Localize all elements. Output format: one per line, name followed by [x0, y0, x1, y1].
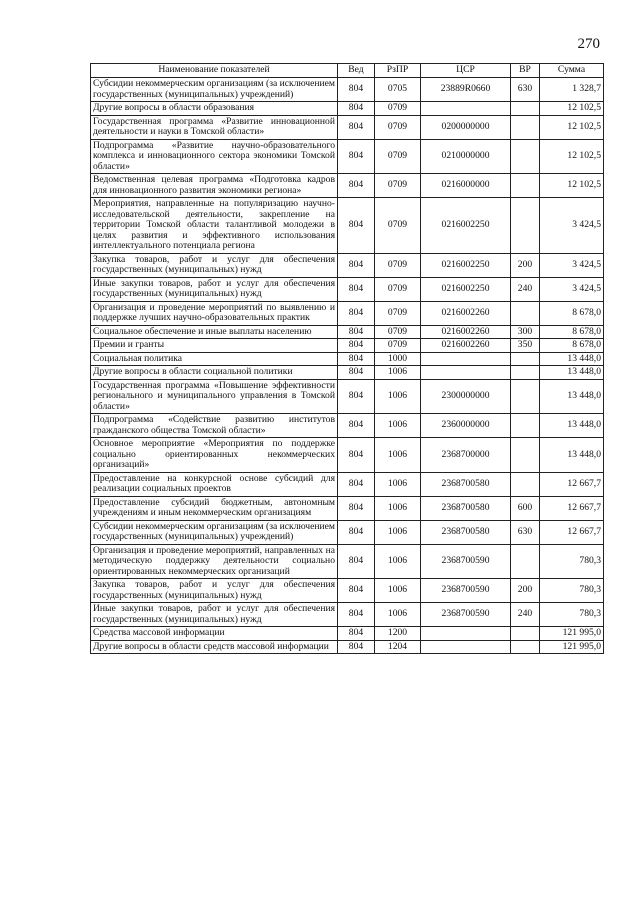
- cell-csr: [421, 366, 511, 380]
- cell-name: Подпрограмма «Развитие научно-образовательного комплекса и инновационного сектора экономики Томской области»: [91, 139, 338, 174]
- cell-ved: 804: [338, 139, 375, 174]
- cell-csr: 2368700000: [421, 438, 511, 473]
- cell-name: Ведомственная целевая программа «Подготовка кадров для инновационного развития экономики региона»: [91, 174, 338, 198]
- table-row: [91, 78, 604, 102]
- table-row: [91, 253, 604, 277]
- cell-name: Закупка товаров, работ и услуг для обеспечения государственных (муниципальных) нужд: [91, 253, 338, 277]
- cell-sum: 780,3: [540, 579, 604, 603]
- cell-vr: [511, 115, 540, 139]
- cell-vr: [511, 102, 540, 116]
- cell-name: Основное мероприятие «Мероприятия по поддержке социально ориентированных некоммерческих организаций»: [91, 438, 338, 473]
- table-header-row: [91, 64, 604, 78]
- budget-table: [90, 63, 604, 654]
- cell-vr: [511, 640, 540, 654]
- cell-csr: 0216002260: [421, 339, 511, 353]
- cell-name: Субсидии некоммерческим организациям (за исключением государственных (муниципальных) учреждений): [91, 78, 338, 102]
- cell-csr: 2368700580: [421, 496, 511, 520]
- cell-name: Иные закупки товаров, работ и услуг для обеспечения государственных (муниципальных) нужд: [91, 277, 338, 301]
- table-row: [91, 301, 604, 325]
- cell-rzpr: 0709: [375, 325, 421, 339]
- cell-csr: 2368700580: [421, 520, 511, 544]
- cell-sum: 12 102,5: [540, 115, 604, 139]
- cell-rzpr: 0709: [375, 115, 421, 139]
- cell-vr: [511, 198, 540, 254]
- cell-sum: 13 448,0: [540, 379, 604, 414]
- cell-ved: 804: [338, 78, 375, 102]
- cell-csr: 2300000000: [421, 379, 511, 414]
- cell-rzpr: 0709: [375, 102, 421, 116]
- cell-csr: 2368700590: [421, 603, 511, 627]
- table-row: [91, 366, 604, 380]
- cell-name: Мероприятия, направленные на популяризацию научно-исследовательской деятельности, закрепление на территории Томской области талантливой молодежи в целях развития и эффективного использования интеллектуального потенциала региона: [91, 198, 338, 254]
- cell-sum: 12 102,5: [540, 174, 604, 198]
- cell-vr: [511, 352, 540, 366]
- cell-rzpr: 1006: [375, 366, 421, 380]
- table-row: [91, 438, 604, 473]
- cell-ved: 804: [338, 627, 375, 641]
- cell-name: Субсидии некоммерческим организациям (за исключением государственных (муниципальных) учреждений): [91, 520, 338, 544]
- cell-rzpr: 0705: [375, 78, 421, 102]
- cell-rzpr: 1006: [375, 438, 421, 473]
- cell-ved: 804: [338, 253, 375, 277]
- cell-rzpr: 1006: [375, 414, 421, 438]
- header-sum: Сумма: [540, 64, 604, 78]
- cell-csr: 2368700590: [421, 579, 511, 603]
- table-row: [91, 139, 604, 174]
- cell-ved: 804: [338, 379, 375, 414]
- cell-sum: 12 667,7: [540, 520, 604, 544]
- table-row: [91, 544, 604, 579]
- cell-csr: 0216002260: [421, 325, 511, 339]
- cell-ved: 804: [338, 198, 375, 254]
- header-name: Наименование показателей: [91, 64, 338, 78]
- cell-rzpr: 1006: [375, 544, 421, 579]
- cell-rzpr: 1200: [375, 627, 421, 641]
- cell-vr: 600: [511, 496, 540, 520]
- cell-csr: 0216000000: [421, 174, 511, 198]
- cell-csr: 2368700580: [421, 472, 511, 496]
- cell-vr: 350: [511, 339, 540, 353]
- cell-name: Иные закупки товаров, работ и услуг для обеспечения государственных (муниципальных) нужд: [91, 603, 338, 627]
- cell-ved: 804: [338, 339, 375, 353]
- table-row: [91, 520, 604, 544]
- cell-rzpr: 1006: [375, 379, 421, 414]
- cell-sum: 8 678,0: [540, 301, 604, 325]
- table-row: [91, 414, 604, 438]
- cell-rzpr: 1006: [375, 472, 421, 496]
- cell-name: Организация и проведение мероприятий по выявлению и поддержке лучших научно-образовательных практик: [91, 301, 338, 325]
- cell-rzpr: 0709: [375, 277, 421, 301]
- cell-vr: 240: [511, 277, 540, 301]
- cell-csr: [421, 640, 511, 654]
- cell-ved: 804: [338, 102, 375, 116]
- cell-rzpr: 0709: [375, 139, 421, 174]
- cell-rzpr: 1006: [375, 579, 421, 603]
- cell-rzpr: 1006: [375, 496, 421, 520]
- cell-sum: 8 678,0: [540, 339, 604, 353]
- cell-sum: 1 328,7: [540, 78, 604, 102]
- table-row: [91, 277, 604, 301]
- cell-sum: 3 424,5: [540, 277, 604, 301]
- table-row: [91, 325, 604, 339]
- cell-sum: 121 995,0: [540, 640, 604, 654]
- cell-rzpr: 0709: [375, 198, 421, 254]
- table-body: [91, 78, 604, 654]
- cell-name: Предоставление на конкурсной основе субсидий для реализации социальных проектов: [91, 472, 338, 496]
- cell-name: Другие вопросы в области образования: [91, 102, 338, 116]
- cell-rzpr: 0709: [375, 253, 421, 277]
- cell-vr: [511, 414, 540, 438]
- cell-sum: 12 102,5: [540, 102, 604, 116]
- cell-rzpr: 0709: [375, 174, 421, 198]
- cell-name: Государственная программа «Развитие инновационной деятельности и науки в Томской области»: [91, 115, 338, 139]
- table-row: [91, 627, 604, 641]
- cell-ved: 804: [338, 438, 375, 473]
- cell-csr: 0216002250: [421, 253, 511, 277]
- header-csr: ЦСР: [421, 64, 511, 78]
- cell-sum: 13 448,0: [540, 438, 604, 473]
- cell-ved: 804: [338, 472, 375, 496]
- cell-name: Социальная политика: [91, 352, 338, 366]
- cell-rzpr: 0709: [375, 339, 421, 353]
- cell-ved: 804: [338, 603, 375, 627]
- cell-name: Другие вопросы в области социальной политики: [91, 366, 338, 380]
- cell-vr: [511, 139, 540, 174]
- cell-name: Подпрограмма «Содействие развитию институтов гражданского общества Томской области»: [91, 414, 338, 438]
- cell-ved: 804: [338, 325, 375, 339]
- cell-ved: 804: [338, 414, 375, 438]
- cell-sum: 12 102,5: [540, 139, 604, 174]
- cell-vr: [511, 472, 540, 496]
- cell-sum: 13 448,0: [540, 352, 604, 366]
- cell-vr: [511, 627, 540, 641]
- cell-name: Государственная программа «Повышение эффективности регионального и муниципального управления в Томской области»: [91, 379, 338, 414]
- cell-sum: 13 448,0: [540, 414, 604, 438]
- header-vr: ВР: [511, 64, 540, 78]
- cell-sum: 3 424,5: [540, 198, 604, 254]
- cell-vr: 240: [511, 603, 540, 627]
- cell-rzpr: 1006: [375, 603, 421, 627]
- cell-csr: 0200000000: [421, 115, 511, 139]
- cell-vr: [511, 544, 540, 579]
- cell-csr: [421, 352, 511, 366]
- cell-ved: 804: [338, 301, 375, 325]
- cell-name: Предоставление субсидий бюджетным, автономным учреждениям и иным некоммерческим организациям: [91, 496, 338, 520]
- cell-name: Другие вопросы в области средств массовой информации: [91, 640, 338, 654]
- cell-rzpr: 0709: [375, 301, 421, 325]
- cell-name: Премии и гранты: [91, 339, 338, 353]
- cell-sum: 3 424,5: [540, 253, 604, 277]
- cell-sum: 13 448,0: [540, 366, 604, 380]
- table-row: [91, 198, 604, 254]
- cell-csr: 0210000000: [421, 139, 511, 174]
- table-row: [91, 496, 604, 520]
- cell-rzpr: 1006: [375, 520, 421, 544]
- cell-name: Средства массовой информации: [91, 627, 338, 641]
- table-row: [91, 102, 604, 116]
- table-row: [91, 579, 604, 603]
- cell-vr: [511, 301, 540, 325]
- cell-sum: 780,3: [540, 544, 604, 579]
- cell-vr: 630: [511, 78, 540, 102]
- cell-sum: 121 995,0: [540, 627, 604, 641]
- cell-csr: 0216002250: [421, 277, 511, 301]
- cell-csr: [421, 102, 511, 116]
- cell-rzpr: 1204: [375, 640, 421, 654]
- cell-sum: 780,3: [540, 603, 604, 627]
- cell-csr: 0216002260: [421, 301, 511, 325]
- header-ved: Вед: [338, 64, 375, 78]
- table-row: [91, 472, 604, 496]
- cell-ved: 804: [338, 640, 375, 654]
- cell-sum: 8 678,0: [540, 325, 604, 339]
- table-row: [91, 174, 604, 198]
- cell-ved: 804: [338, 174, 375, 198]
- cell-csr: 2360000000: [421, 414, 511, 438]
- cell-csr: 0216002250: [421, 198, 511, 254]
- cell-ved: 804: [338, 352, 375, 366]
- cell-name: Социальное обеспечение и иные выплаты населению: [91, 325, 338, 339]
- cell-ved: 804: [338, 544, 375, 579]
- cell-ved: 804: [338, 496, 375, 520]
- cell-name: Организация и проведение мероприятий, направленных на методическую поддержку деятельности социально ориентированных некоммерческих организаций: [91, 544, 338, 579]
- cell-vr: [511, 366, 540, 380]
- table-row: [91, 603, 604, 627]
- cell-vr: 200: [511, 253, 540, 277]
- cell-vr: [511, 379, 540, 414]
- header-rzpr: РзПР: [375, 64, 421, 78]
- cell-sum: 12 667,7: [540, 496, 604, 520]
- cell-csr: [421, 627, 511, 641]
- table-row: [91, 339, 604, 353]
- cell-vr: 200: [511, 579, 540, 603]
- cell-csr: 23889R0660: [421, 78, 511, 102]
- table-row: [91, 379, 604, 414]
- page-number: 270: [577, 36, 600, 52]
- table-row: [91, 115, 604, 139]
- table-row: [91, 352, 604, 366]
- cell-vr: 630: [511, 520, 540, 544]
- cell-sum: 12 667,7: [540, 472, 604, 496]
- cell-name: Закупка товаров, работ и услуг для обеспечения государственных (муниципальных) нужд: [91, 579, 338, 603]
- cell-ved: 804: [338, 579, 375, 603]
- cell-vr: [511, 438, 540, 473]
- cell-ved: 804: [338, 366, 375, 380]
- cell-csr: 2368700590: [421, 544, 511, 579]
- cell-vr: [511, 174, 540, 198]
- cell-ved: 804: [338, 115, 375, 139]
- cell-ved: 804: [338, 277, 375, 301]
- cell-rzpr: 1000: [375, 352, 421, 366]
- table-row: [91, 640, 604, 654]
- cell-vr: 300: [511, 325, 540, 339]
- cell-ved: 804: [338, 520, 375, 544]
